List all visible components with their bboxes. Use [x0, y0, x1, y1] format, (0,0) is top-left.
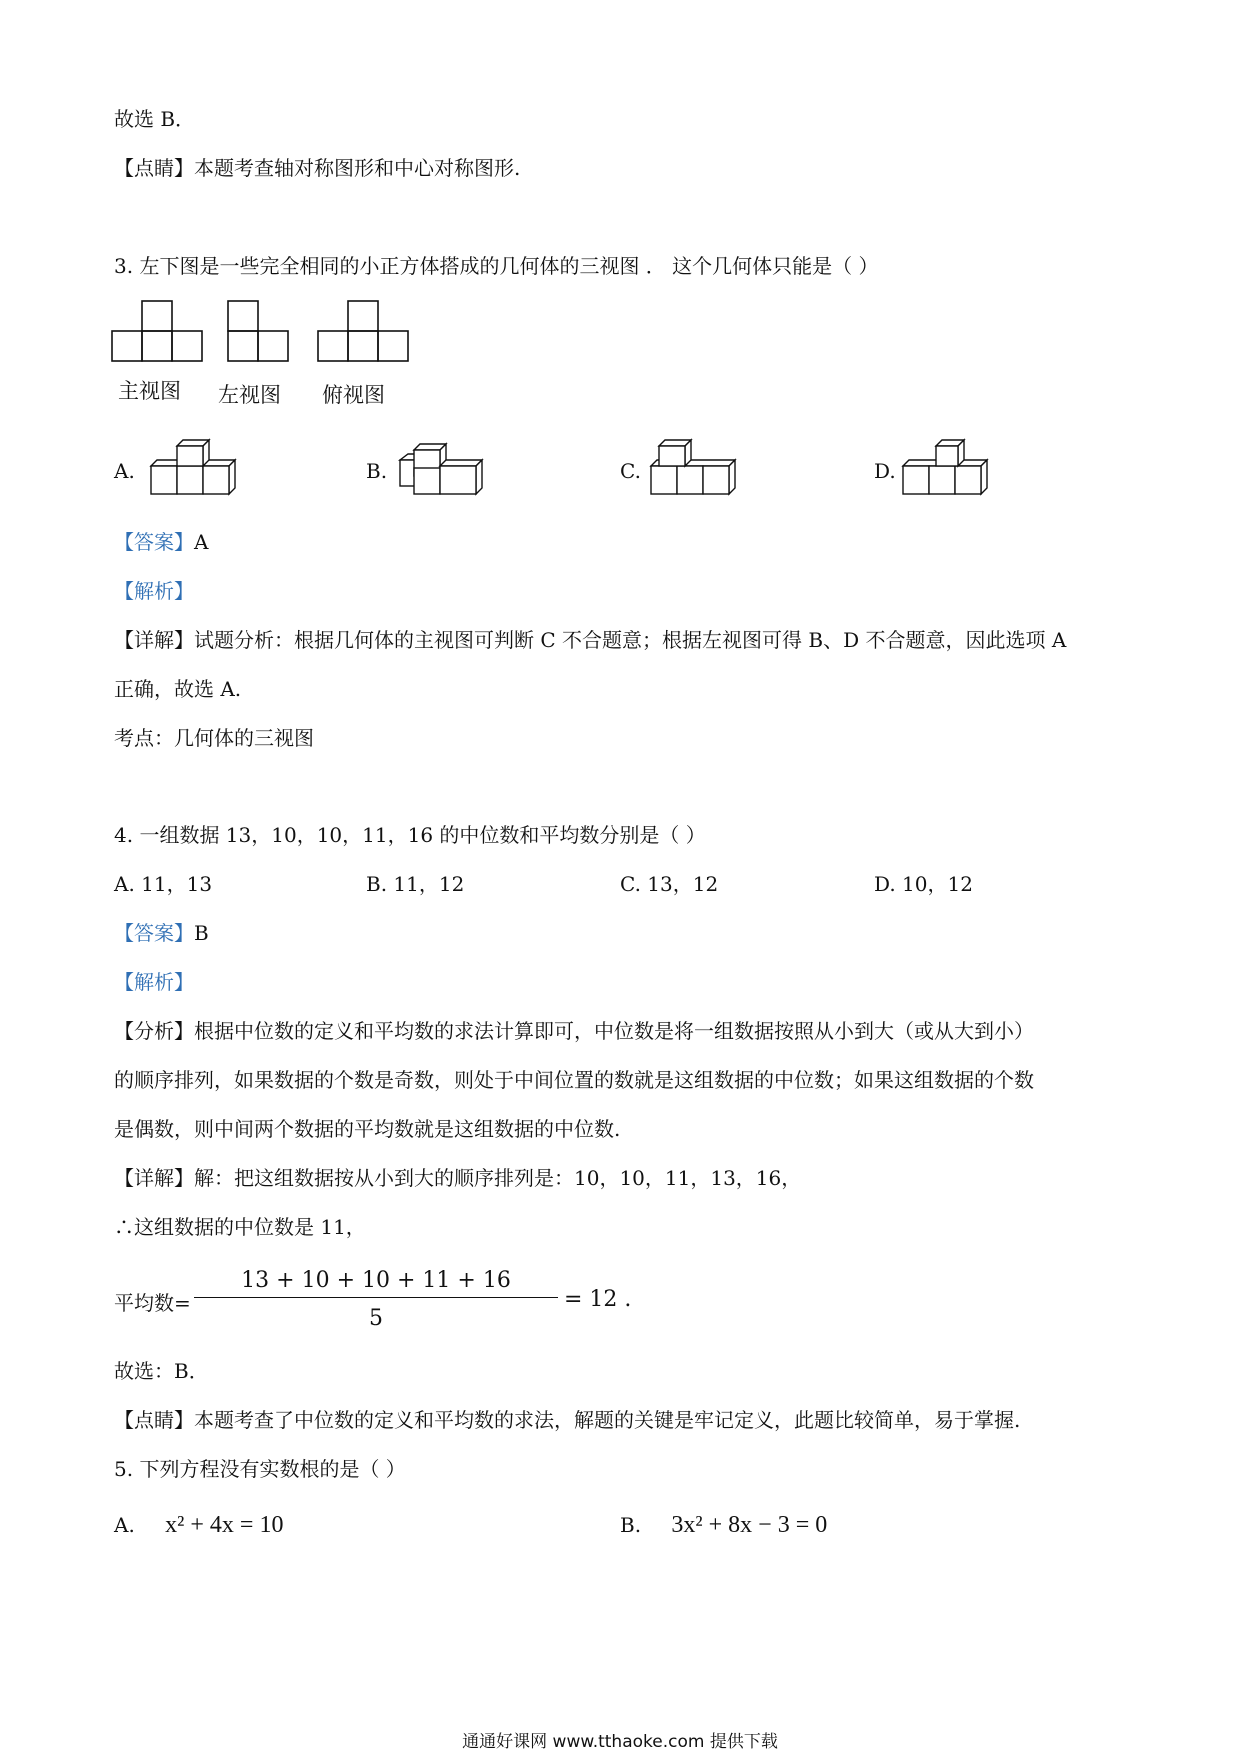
dianjing-text: 本题考查轴对称图形和中心对称图形.: [194, 156, 521, 180]
q4-fenxi-line1: [114, 1018, 1034, 1044]
q4-dianjing: [114, 1407, 1020, 1433]
q4-option-a: A. 11，13: [114, 872, 213, 896]
q4-option-c: C. 13，12: [620, 872, 719, 896]
q4-fenxi-line3: 是偶数，则中间两个数据的平均数就是这组数据的中位数.: [114, 1117, 621, 1141]
detail-text: 解：把这组数据按从小到大的顺序排列是：10，10，11，13，16，: [194, 1166, 802, 1190]
dianjing-tag: 【点睛】: [114, 1408, 194, 1432]
fenxi-tag: 【分析】: [114, 1019, 194, 1043]
q3-option-a: A.: [114, 459, 135, 483]
answer-value: A: [194, 530, 209, 554]
q4-fenxi-line2: 的顺序排列，如果数据的个数是奇数，则处于中间位置的数就是这组数据的中位数；如果这组数据的个数: [114, 1068, 1034, 1092]
three-view-figures: [100, 295, 420, 375]
q5-option-a: [114, 1512, 283, 1538]
q4-option-b: B. 11，12: [366, 872, 465, 896]
option-b-solid: [398, 436, 488, 504]
option-a-solid: [148, 436, 238, 504]
option-b-label: B.: [620, 1513, 642, 1537]
q4-option-d: D. 10，12: [874, 872, 973, 896]
option-a-label: A.: [114, 1513, 135, 1537]
q5-stem: 5. 下列方程没有实数根的是（ ）: [114, 1457, 406, 1481]
q5-option-b: [620, 1512, 827, 1538]
q3-option-c: C.: [620, 459, 641, 483]
q4-conclusion: 故选：B．: [114, 1359, 209, 1383]
answer-value: B: [194, 921, 209, 945]
answer-tag: 【答案】: [114, 921, 194, 945]
option-c-solid: [648, 436, 738, 504]
option-a-equation: x² + 4x = 10: [165, 1512, 284, 1538]
q3-option-d: D.: [874, 459, 896, 483]
q3-answer: [114, 529, 208, 555]
q4-detail-line1: [114, 1165, 801, 1191]
left-view-label: 左视图: [218, 383, 281, 407]
dianjing-tag: 【点睛】: [114, 156, 194, 180]
front-view-label: 主视图: [118, 379, 181, 403]
option-b-equation: 3x² + 8x − 3 = 0: [671, 1512, 828, 1538]
mean-result: = 12 .: [564, 1287, 632, 1312]
mean-denominator: 5: [369, 1306, 383, 1331]
top-view-label: 俯视图: [322, 383, 385, 407]
page-footer: 通通好课网 www.tthaoke.com 提供下载: [462, 1732, 778, 1752]
detail-text: 试题分析：根据几何体的主视图可判断 C 不合题意；根据左视图可得 B、D 不合题意，因此选项 A: [194, 628, 1067, 652]
q3-kaodian: 考点：几何体的三视图: [114, 726, 314, 750]
mean-lead: 平均数=: [114, 1291, 191, 1315]
q4-analysis-tag: 【解析】: [114, 970, 194, 994]
q4-answer: [114, 920, 209, 946]
q4-detail-line2: ∴这组数据的中位数是 11，: [114, 1215, 366, 1239]
option-d-solid: [900, 436, 990, 504]
fenxi-text: 根据中位数的定义和平均数的求法计算即可，中位数是将一组数据按照从小到大（或从大到小）: [194, 1019, 1034, 1043]
q4-stem: 4. 一组数据 13，10，10，11，16 的中位数和平均数分别是（ ）: [114, 823, 706, 847]
q3-analysis-tag: 【解析】: [114, 579, 194, 603]
dianjing-line: [114, 155, 520, 181]
mean-numerator: 13 + 10 + 10 + 11 + 16: [194, 1268, 558, 1298]
conclusion-line: 故选 B．: [114, 107, 196, 131]
q3-detail-line1: [114, 627, 1066, 653]
dianjing-text: 本题考查了中位数的定义和平均数的求法，解题的关键是牢记定义，此题比较简单，易于掌握.: [194, 1408, 1021, 1432]
q3-option-b: B.: [366, 459, 388, 483]
q3-detail-line2: 正确，故选 A.: [114, 677, 242, 701]
detail-tag: 【详解】: [114, 628, 194, 652]
q3-stem: 3. 左下图是一些完全相同的小正方体搭成的几何体的三视图 ． 这个几何体只能是（ ）: [114, 254, 879, 278]
detail-tag: 【详解】: [114, 1166, 194, 1190]
answer-tag: 【答案】: [114, 530, 194, 554]
